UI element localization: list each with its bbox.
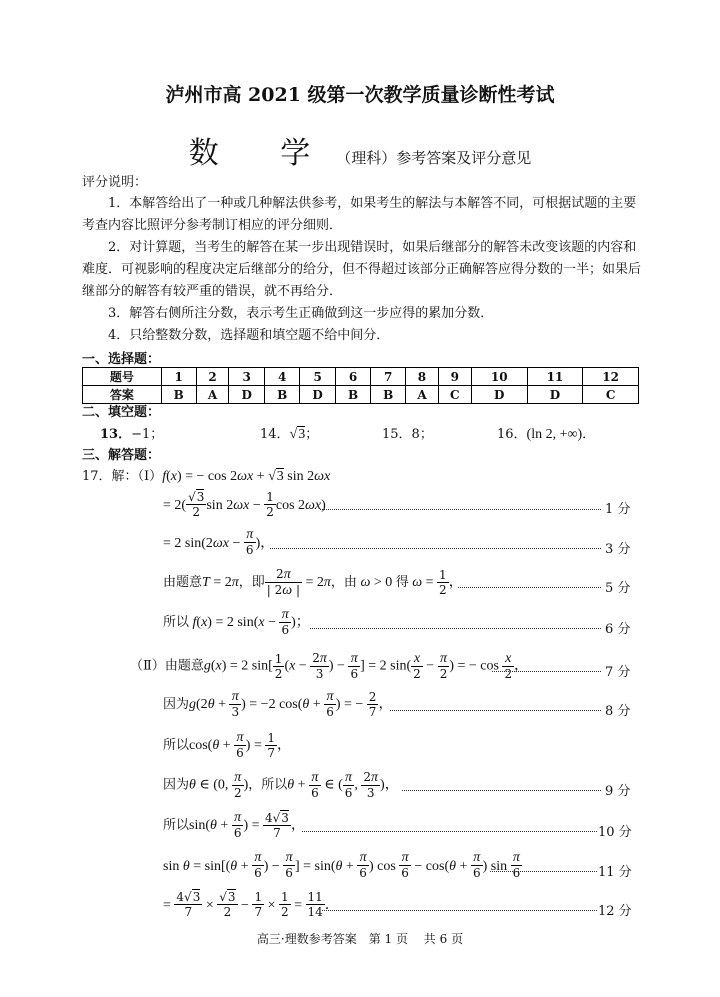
row-label: 答案 — [83, 386, 162, 404]
q17-part2-line-3: 所以cos(θ + $\frac{\pi}{6}$ ) = $\frac{1}{7}$ ， — [163, 730, 291, 760]
score-8: 8 分 — [605, 704, 631, 719]
q17-line-4: 由题意T = 2π，即 $\frac{2\pi}{| 2\omega |}$ = 2π，由 ω > 0 得 ω = $\frac{1}{2}$ ， — [163, 567, 463, 598]
q17-line-2: = 2( $\frac{√3}{2}$ sin 2ωx − $\frac{1}{2}$ cos 2ωx) — [163, 490, 326, 519]
subject-heading — [0, 128, 720, 172]
question-number: 12 — [583, 368, 639, 386]
score-11: 11 分 — [598, 865, 632, 880]
answer-cell: D — [471, 386, 527, 404]
question-number: 4 — [265, 368, 300, 386]
score-9: 9 分 — [605, 784, 631, 799]
q17-part2-line-6: sin θ = sin[(θ + $\frac{\pi}{6}$ ) − $\frac{\pi}{6}$ ] = sin(θ + $\frac{\pi}{6}$ ) cos $\frac{\pi}{6}$ − cos(θ + $\frac{\pi}{6}$ ) sin $\frac{\pi}{6}$ — [163, 850, 521, 880]
answer-cell: C — [438, 386, 471, 404]
note-4: 4．只给整数分数，选择题和填空题不给中间分． — [108, 328, 390, 343]
dot-leader — [320, 509, 601, 510]
question-number: 3 — [229, 368, 265, 386]
fill-answer-14: 14．√3； — [260, 427, 319, 442]
q17-part2-line-7: = $\frac{4√3}{7}$ × $\frac{√3}{2}$ − $\frac{1}{7}$ × $\frac{1}{2}$ = $\frac{11}{14}$ ． — [163, 890, 339, 919]
question-number: 1 — [161, 368, 196, 386]
note-2: 2．对计算题，当考生的解答在某一步出现错误时，如果后继部分的解答未改变该题的内容和难度．可视影响的程度决定后继部分的给分，但不得超过该部分正确解答应得分数的一半；如果后继部分的解答有较严重的错误，就不再给分． — [82, 240, 642, 299]
exam-title: 泸州市高 2021 级第一次教学质量诊断性考试 — [165, 84, 555, 106]
q17-part2-line-1: （Ⅱ）由题意g(x) = 2 sin[ $\frac{1}{2}$ (x − $\frac{2\pi}{3}$ ) − $\frac{\pi}{6}$ ] = 2 sin( $\frac{x}{2}$ − $\frac{\pi}{2}$ ) = − cos $\frac{x}{2}$ ， — [130, 650, 529, 681]
dot-leader — [402, 790, 601, 791]
note-3: 3．解答右侧所注分数，表示考生正确做到这一步应得的累加分数． — [108, 306, 494, 321]
answer-cell: C — [583, 386, 639, 404]
dot-leader — [310, 628, 601, 629]
q17-line-1: 17．解：（Ⅰ）f(x) = − cos 2ωx + √3 sin 2ωx — [82, 469, 331, 484]
answer-table — [82, 367, 639, 404]
question-number: 10 — [471, 368, 527, 386]
fill-answer-15: 15．8； — [382, 427, 433, 442]
question-number: 11 — [527, 368, 583, 386]
section-solve-heading: 三、解答题： — [82, 448, 161, 463]
dot-leader — [302, 831, 597, 832]
dot-leader — [390, 710, 601, 711]
score-10: 10 分 — [598, 825, 632, 840]
question-number: 7 — [371, 368, 406, 386]
subject-suffix: （理科）参考答案及评分意见 — [336, 149, 532, 167]
answer-cell: B — [371, 386, 406, 404]
question-number: 8 — [406, 368, 438, 386]
score-7: 7 分 — [605, 665, 631, 680]
answer-cell: D — [527, 386, 583, 404]
score-12: 12 分 — [598, 904, 632, 919]
answer-cell: D — [300, 386, 336, 404]
question-number: 5 — [300, 368, 336, 386]
question-number: 2 — [196, 368, 228, 386]
answer-cell: B — [265, 386, 300, 404]
question-number: 6 — [336, 368, 371, 386]
score-1: 1 分 — [605, 502, 631, 517]
subject-name: 数 学 — [188, 136, 337, 171]
table-row-numbers — [83, 368, 639, 386]
answer-cell: D — [229, 386, 265, 404]
q17-part2-line-2: 因为g(2θ + $\frac{\pi}{3}$ ) = −2 cos(θ + $\frac{\pi}{6}$ ) = − $\frac{2}{7}$ ， — [163, 689, 393, 719]
page-footer: 高三·理数参考答案 第 1 页 共 6 页 — [256, 932, 464, 946]
answer-cell: B — [336, 386, 371, 404]
note-1: 1．本解答给出了一种或几种解法供参考，如果考生的解法与本解答不同，可根据试题的主要考查内容比照评分参考制订相应的评分细则． — [82, 196, 637, 233]
q17-part2-line-5: 所以sin(θ + $\frac{\pi}{6}$ ) = $\frac{4√3}{7}$ ， — [163, 810, 305, 840]
dot-leader — [490, 871, 597, 872]
fill-answer-16: 16．(ln 2, +∞)． — [497, 427, 596, 442]
section-choice-heading: 一、选择题： — [82, 352, 161, 367]
score-3: 3 分 — [605, 542, 631, 557]
dot-leader — [458, 587, 601, 588]
section-fill-heading: 二、填空题： — [82, 405, 161, 420]
table-row-answers — [83, 386, 639, 404]
dot-leader — [270, 548, 601, 549]
score-5: 5 分 — [605, 581, 631, 596]
notes-heading: 评分说明： — [82, 175, 148, 190]
answer-cell: A — [196, 386, 228, 404]
q17-line-3: = 2 sin(2ωx − $\frac{\pi}{6}$ )， — [163, 527, 275, 557]
answer-cell: B — [161, 386, 196, 404]
dot-leader — [322, 910, 597, 911]
fill-answer-13: 13．−1； — [100, 427, 164, 442]
question-number: 9 — [438, 368, 471, 386]
row-label: 题号 — [83, 368, 162, 386]
q17-part2-line-4: 因为θ ∈ (0, $\frac{\pi}{2}$ )，所以θ + $\frac{\pi}{6}$ ∈ ( $\frac{\pi}{6}$ , $\frac{2\pi}{3}$ )， — [163, 769, 399, 800]
answer-cell: A — [406, 386, 438, 404]
q17-line-5: 所以 f(x) = 2 sin(x − $\frac{\pi}{6}$ )； — [163, 607, 310, 637]
dot-leader — [492, 671, 601, 672]
score-6: 6 分 — [605, 622, 631, 637]
